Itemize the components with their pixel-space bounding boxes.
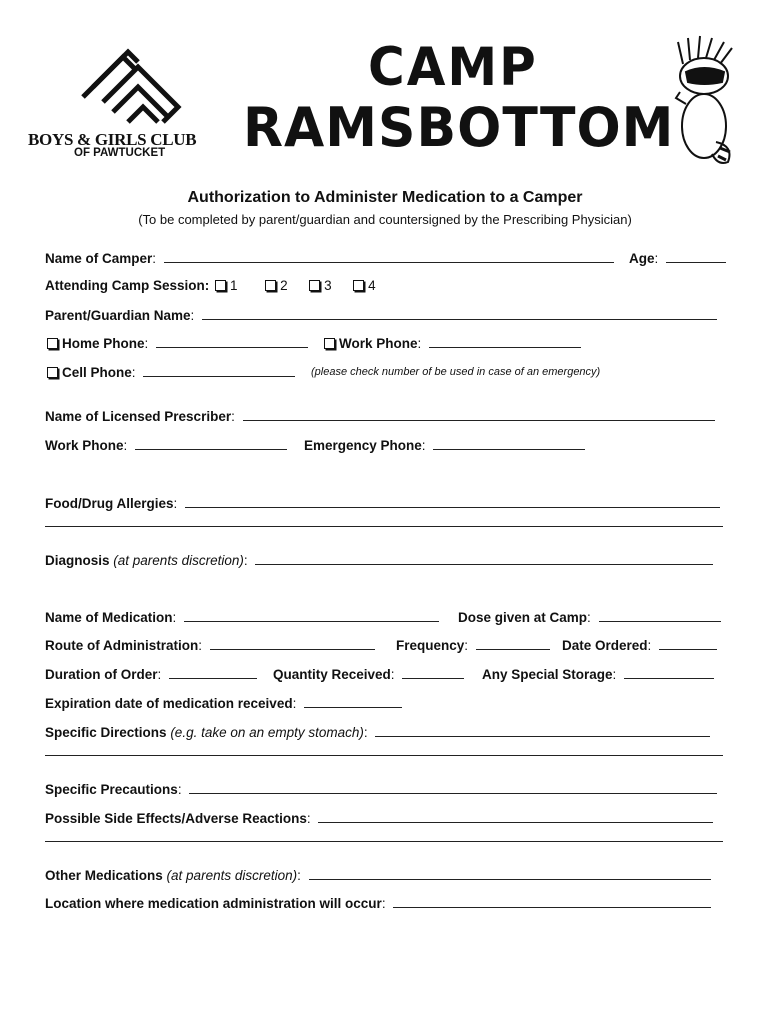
medication-name-field[interactable]	[184, 609, 439, 622]
session-3-label: 3	[324, 278, 332, 293]
work-phone-row: Work Phone:	[322, 335, 581, 352]
allergies-line-2[interactable]	[45, 526, 723, 527]
prescriber-phone-row: Work Phone:	[45, 437, 287, 454]
emergency-phone-field[interactable]	[433, 437, 585, 450]
expiration-label: Expiration date of medication received	[45, 696, 293, 711]
date-ordered-row: Date Ordered:	[562, 637, 717, 654]
age-label: Age	[629, 251, 655, 266]
dose-label: Dose given at Camp	[458, 610, 588, 625]
home-phone-label: Home Phone	[62, 336, 145, 351]
session-1-label: 1	[230, 278, 238, 293]
prescriber-label: Name of Licensed Prescriber	[45, 409, 232, 424]
other-meds-field[interactable]	[309, 867, 711, 880]
location-label: Location where medication administration will occur	[45, 896, 382, 911]
work-phone-label: Work Phone	[339, 336, 418, 351]
session-3-checkbox[interactable]	[309, 280, 320, 291]
parent-row: Parent/Guardian Name:	[45, 307, 717, 324]
cell-phone-checkbox[interactable]	[47, 367, 58, 378]
session-4-label: 4	[368, 278, 376, 293]
other-meds-label: Other Medications	[45, 868, 163, 883]
camper-name-field[interactable]	[164, 250, 614, 263]
side-effects-line-2[interactable]	[45, 841, 723, 842]
other-meds-note: (at parents discretion)	[166, 868, 298, 883]
diagnosis-field[interactable]	[255, 552, 713, 565]
precautions-label: Specific Precautions	[45, 782, 178, 797]
storage-label: Any Special Storage	[482, 667, 613, 682]
directions-row: Specific Directions (e.g. take on an empty stomach):	[45, 724, 710, 741]
duration-row: Duration of Order:	[45, 666, 257, 683]
session-1-checkbox[interactable]	[215, 280, 226, 291]
allergies-row: Food/Drug Allergies:	[45, 495, 720, 512]
phone-note: (please check number of be used in case of an emergency)	[311, 366, 601, 378]
directions-label: Specific Directions	[45, 725, 167, 740]
club-subname: OF PAWTUCKET	[74, 147, 166, 159]
duration-label: Duration of Order	[45, 667, 158, 682]
cell-phone-field[interactable]	[143, 364, 295, 377]
prescriber-field[interactable]	[243, 408, 715, 421]
quantity-row: Quantity Received:	[273, 666, 464, 683]
directions-line-2[interactable]	[45, 755, 723, 756]
home-phone-row: Home Phone:	[45, 335, 308, 352]
camp-title-line2: RAMSBOTTOM	[243, 96, 675, 160]
prescriber-row: Name of Licensed Prescriber:	[45, 408, 715, 425]
club-logo	[28, 40, 228, 165]
location-field[interactable]	[393, 895, 711, 908]
location-row: Location where medication administration will occur:	[45, 895, 711, 912]
club-logo-icon	[73, 42, 203, 132]
cell-phone-label: Cell Phone	[62, 365, 132, 380]
quantity-label: Quantity Received	[273, 667, 391, 682]
prescriber-work-phone-label: Work Phone	[45, 438, 124, 453]
dose-row: Dose given at Camp:	[458, 609, 721, 626]
medication-row: Name of Medication:	[45, 609, 439, 626]
allergies-label: Food/Drug Allergies	[45, 496, 174, 511]
session-row	[45, 278, 376, 294]
precautions-row: Specific Precautions:	[45, 781, 717, 798]
prescriber-work-phone-field[interactable]	[135, 437, 287, 450]
directions-field[interactable]	[375, 724, 710, 737]
camper-row: Name of Camper:	[45, 250, 614, 267]
age-row: Age:	[629, 250, 726, 267]
camper-name-label: Name of Camper	[45, 251, 153, 266]
session-label: Attending Camp Session:	[45, 278, 210, 293]
directions-note: (e.g. take on an empty stomach)	[170, 725, 364, 740]
diagnosis-row: Diagnosis (at parents discretion):	[45, 552, 713, 569]
side-effects-field[interactable]	[318, 810, 713, 823]
other-meds-row: Other Medications (at parents discretion):	[45, 867, 711, 884]
cell-phone-row: Cell Phone:	[45, 364, 295, 381]
frequency-row: Frequency:	[396, 637, 550, 654]
medication-name-label: Name of Medication	[45, 610, 173, 625]
frequency-field[interactable]	[476, 637, 550, 650]
route-label: Route of Administration	[45, 638, 199, 653]
expiration-field[interactable]	[304, 695, 402, 708]
diagnosis-note: (at parents discretion)	[113, 553, 244, 568]
allergies-field[interactable]	[185, 495, 720, 508]
session-2-label: 2	[280, 278, 288, 293]
quantity-field[interactable]	[402, 666, 464, 679]
club-name: BOYS & GIRLS CLUB	[28, 130, 197, 149]
emergency-phone-label: Emergency Phone	[304, 438, 422, 453]
parent-name-label: Parent/Guardian Name	[45, 308, 191, 323]
session-4-checkbox[interactable]	[353, 280, 364, 291]
camp-title-line1: CAMP	[368, 36, 538, 98]
parent-name-field[interactable]	[202, 307, 717, 320]
date-ordered-field[interactable]	[659, 637, 717, 650]
duration-field[interactable]	[169, 666, 257, 679]
date-ordered-label: Date Ordered	[562, 638, 648, 653]
storage-row: Any Special Storage:	[482, 666, 714, 683]
storage-field[interactable]	[624, 666, 714, 679]
route-row: Route of Administration:	[45, 637, 375, 654]
form-subtitle: (To be completed by parent/guardian and countersigned by the Prescribing Physician)	[138, 212, 632, 227]
dose-field[interactable]	[599, 609, 721, 622]
form-title: Authorization to Administer Medication to a Camper	[187, 189, 583, 206]
emergency-phone-row: Emergency Phone:	[304, 437, 585, 454]
work-phone-checkbox[interactable]	[324, 338, 335, 349]
expiration-row: Expiration date of medication received:	[45, 695, 402, 712]
work-phone-field[interactable]	[429, 335, 581, 348]
home-phone-field[interactable]	[156, 335, 308, 348]
session-2-checkbox[interactable]	[265, 280, 276, 291]
side-effects-row: Possible Side Effects/Adverse Reactions:	[45, 810, 713, 827]
side-effects-label: Possible Side Effects/Adverse Reactions	[45, 811, 307, 826]
precautions-field[interactable]	[189, 781, 717, 794]
route-field[interactable]	[210, 637, 375, 650]
raccoon-mascot-icon	[668, 34, 740, 166]
home-phone-checkbox[interactable]	[47, 338, 58, 349]
frequency-label: Frequency	[396, 638, 465, 653]
diagnosis-label: Diagnosis	[45, 553, 110, 568]
age-field[interactable]	[666, 250, 726, 263]
